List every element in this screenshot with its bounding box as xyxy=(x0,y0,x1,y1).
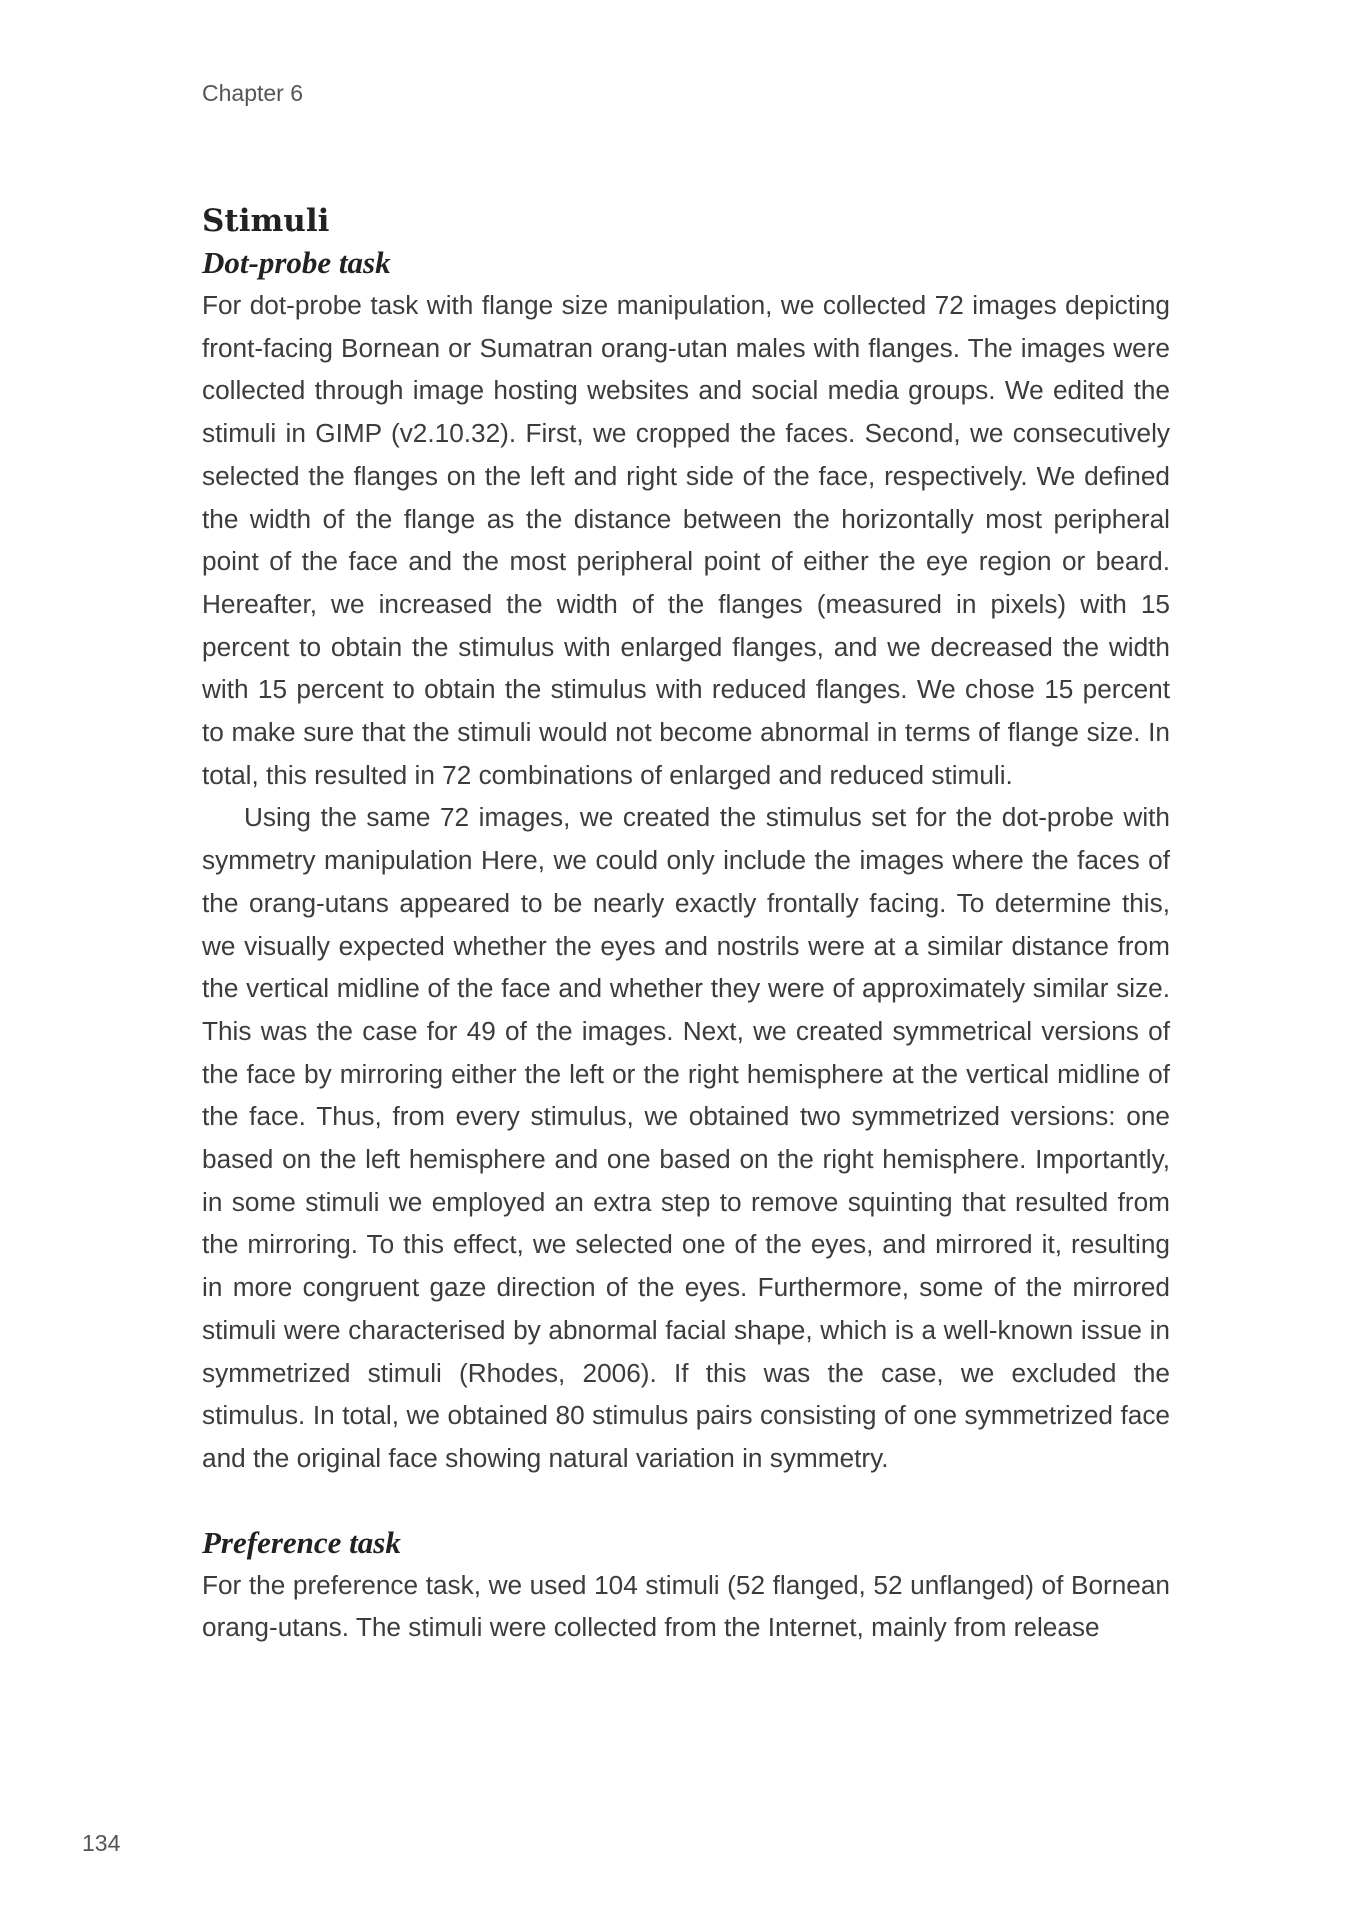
section-heading-stimuli: Stimuli xyxy=(202,203,330,239)
page-number: 134 xyxy=(82,1830,121,1856)
paragraph-dot-probe-2: Using the same 72 images, we created the stimulus set for the dot-probe with symmetry manipulation Here, we could only include the images where the faces of the orang-utans appeared to be nearly exactly frontally facing. To determine this, we visually expected whether the eyes and nostrils were at a similar distance from the vertical midline of the face and whether they were of approximately similar size. This was the case for 49 of the images. Next, we created symmetrical versions of the face by mirroring either the left or the right hemisphere at the vertical midline of the face. Thus, from every stimulus, we obtained two symmetrized versions: one based on the left hemisphere and one based on the right hemisphere. Importantly, in some stimuli we employed an extra step to remove squinting that resulted from the mirroring. To this effect, we selected one of the eyes, and mirrored it, resulting in more congruent gaze direction of the eyes. Furthermore, some of the mirrored stimuli were characterised by abnormal facial shape, which is a well-known issue in symmetrized stimuli (Rhodes, 2006). If this was the case, we excluded the stimulus. In total, we obtained 80 stimulus pairs consisting of one symmetrized face and the original face showing natural variation in symmetry. xyxy=(202,802,1170,1473)
subsection-heading-preference: Preference task xyxy=(202,1524,401,1560)
paragraph-preference-1: For the preference task, we used 104 stimuli (52 flanged, 52 unflanged) of Bornean orang-utans. The stimuli were collected from the Internet, mainly from release xyxy=(202,1569,1170,1643)
page-body xyxy=(202,200,1170,1649)
paragraph-dot-probe-1: For dot-probe task with flange size manipulation, we collected 72 images depicting front-facing Bornean or Sumatran orang-utan males with flanges. The images were collected through image hosting websites and social media groups. We edited the stimuli in GIMP (v2.10.32). First, we cropped the faces. Second, we consecutively selected the flanges on the left and right side of the face, respectively. We defined the width of the flange as the distance between the horizontally most peripheral point of the face and the most peripheral point of either the eye region or beard. Hereafter, we increased the width of the flanges (measured in pixels) with 15 percent to obtain the stimulus with enlarged flanges, and we decreased the width with 15 percent to obtain the stimulus with reduced flanges. We chose 15 percent to make sure that the stimuli would not become abnormal in terms of flange size. In total, this resulted in 72 combinations of enlarged and reduced stimuli. xyxy=(202,290,1170,790)
running-header: Chapter 6 xyxy=(202,80,304,106)
section-gap xyxy=(202,1480,1170,1522)
subsection-heading-dot-probe: Dot-probe task xyxy=(202,245,391,280)
